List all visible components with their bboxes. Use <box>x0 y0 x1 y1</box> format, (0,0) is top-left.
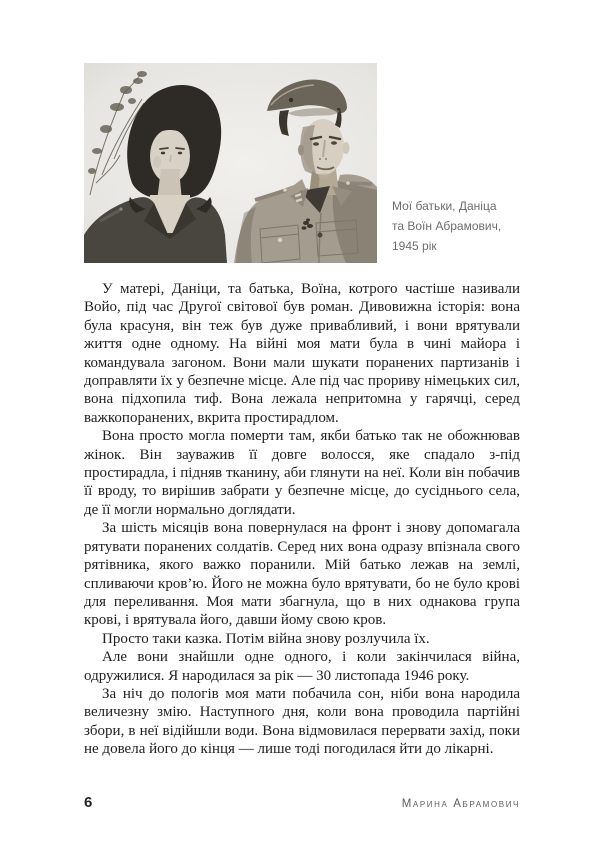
paragraph-1: У матері, Даніци, та батька, Воїна, котрого частіше називали Войо, під час Другої світової був роман. Дивовижна історія: вона була красуня, він теж був дуже привабливий, і вони врятували життя одне одному. На війні моя мати була в чині майора і командувала загоном. Вони мали шукати поранених партизанів і доправляти їх у безпечне місце. Але під час прориву німецьких сил, вона підхопила тиф. Вона лежала непритомна у гарячці, серед важкопоранених, вкрита простирадлом. <box>84 281 520 426</box>
page-footer <box>84 794 520 811</box>
photo-caption-line-2: та Воїн Абрамович, <box>392 219 502 233</box>
paragraph-4: Просто таки казка. Потім війна знову розлучила їх. <box>102 630 430 647</box>
paragraph-3: За шість місяців вона повернулася на фронт і знову допомагала рятувати поранених солдатів. Серед них вона одразу впізнала свого рятівника, якого важко поранили. Мій батько лежав на землі, спливаючи кров’ю. Його не можна було врятувати, бо не було крові для переливання. Моя мати збагнула, що в них однакова група крові, і врятувала його, давши йому свою кров. <box>84 520 520 629</box>
paragraph-6: За ніч до пологів моя мати побачила сон, ніби вона народила величезну змію. Наступного дня, коли вона проводила партійні збори, в неї відійшли води. Вона відмовилася перервати захід, поки не довела його до кінця — лише тоді погодилася йти до лікарні. <box>84 685 520 758</box>
photo-caption <box>392 196 524 256</box>
parents-photo <box>84 63 377 263</box>
photo-caption-line-1: Мої батьки, Даніца <box>392 199 497 213</box>
paragraph-2: Вона просто могла померти там, якби батько так не обожнював жінок. Він зауважив її довге волосся, яке спадало з-під простирадла, і підняв тканину, аби глянути на неї. Коли він побачив її вроду, то вирішив забрати у безпечне місце, до сусіднього села, де її могли нормально доглядати. <box>84 428 520 518</box>
running-title: Марина Абрамович <box>401 798 520 810</box>
paragraph-5: Але вони знайшли одне одного, і коли закінчилася війна, одружилися. Я народилася за рік — 30 листопада 1946 року. <box>84 649 520 684</box>
photo-caption-line-3: 1945 рік <box>392 239 437 253</box>
parents-photo-image <box>84 63 377 263</box>
body-text <box>84 280 520 759</box>
page-number: 6 <box>84 794 93 811</box>
